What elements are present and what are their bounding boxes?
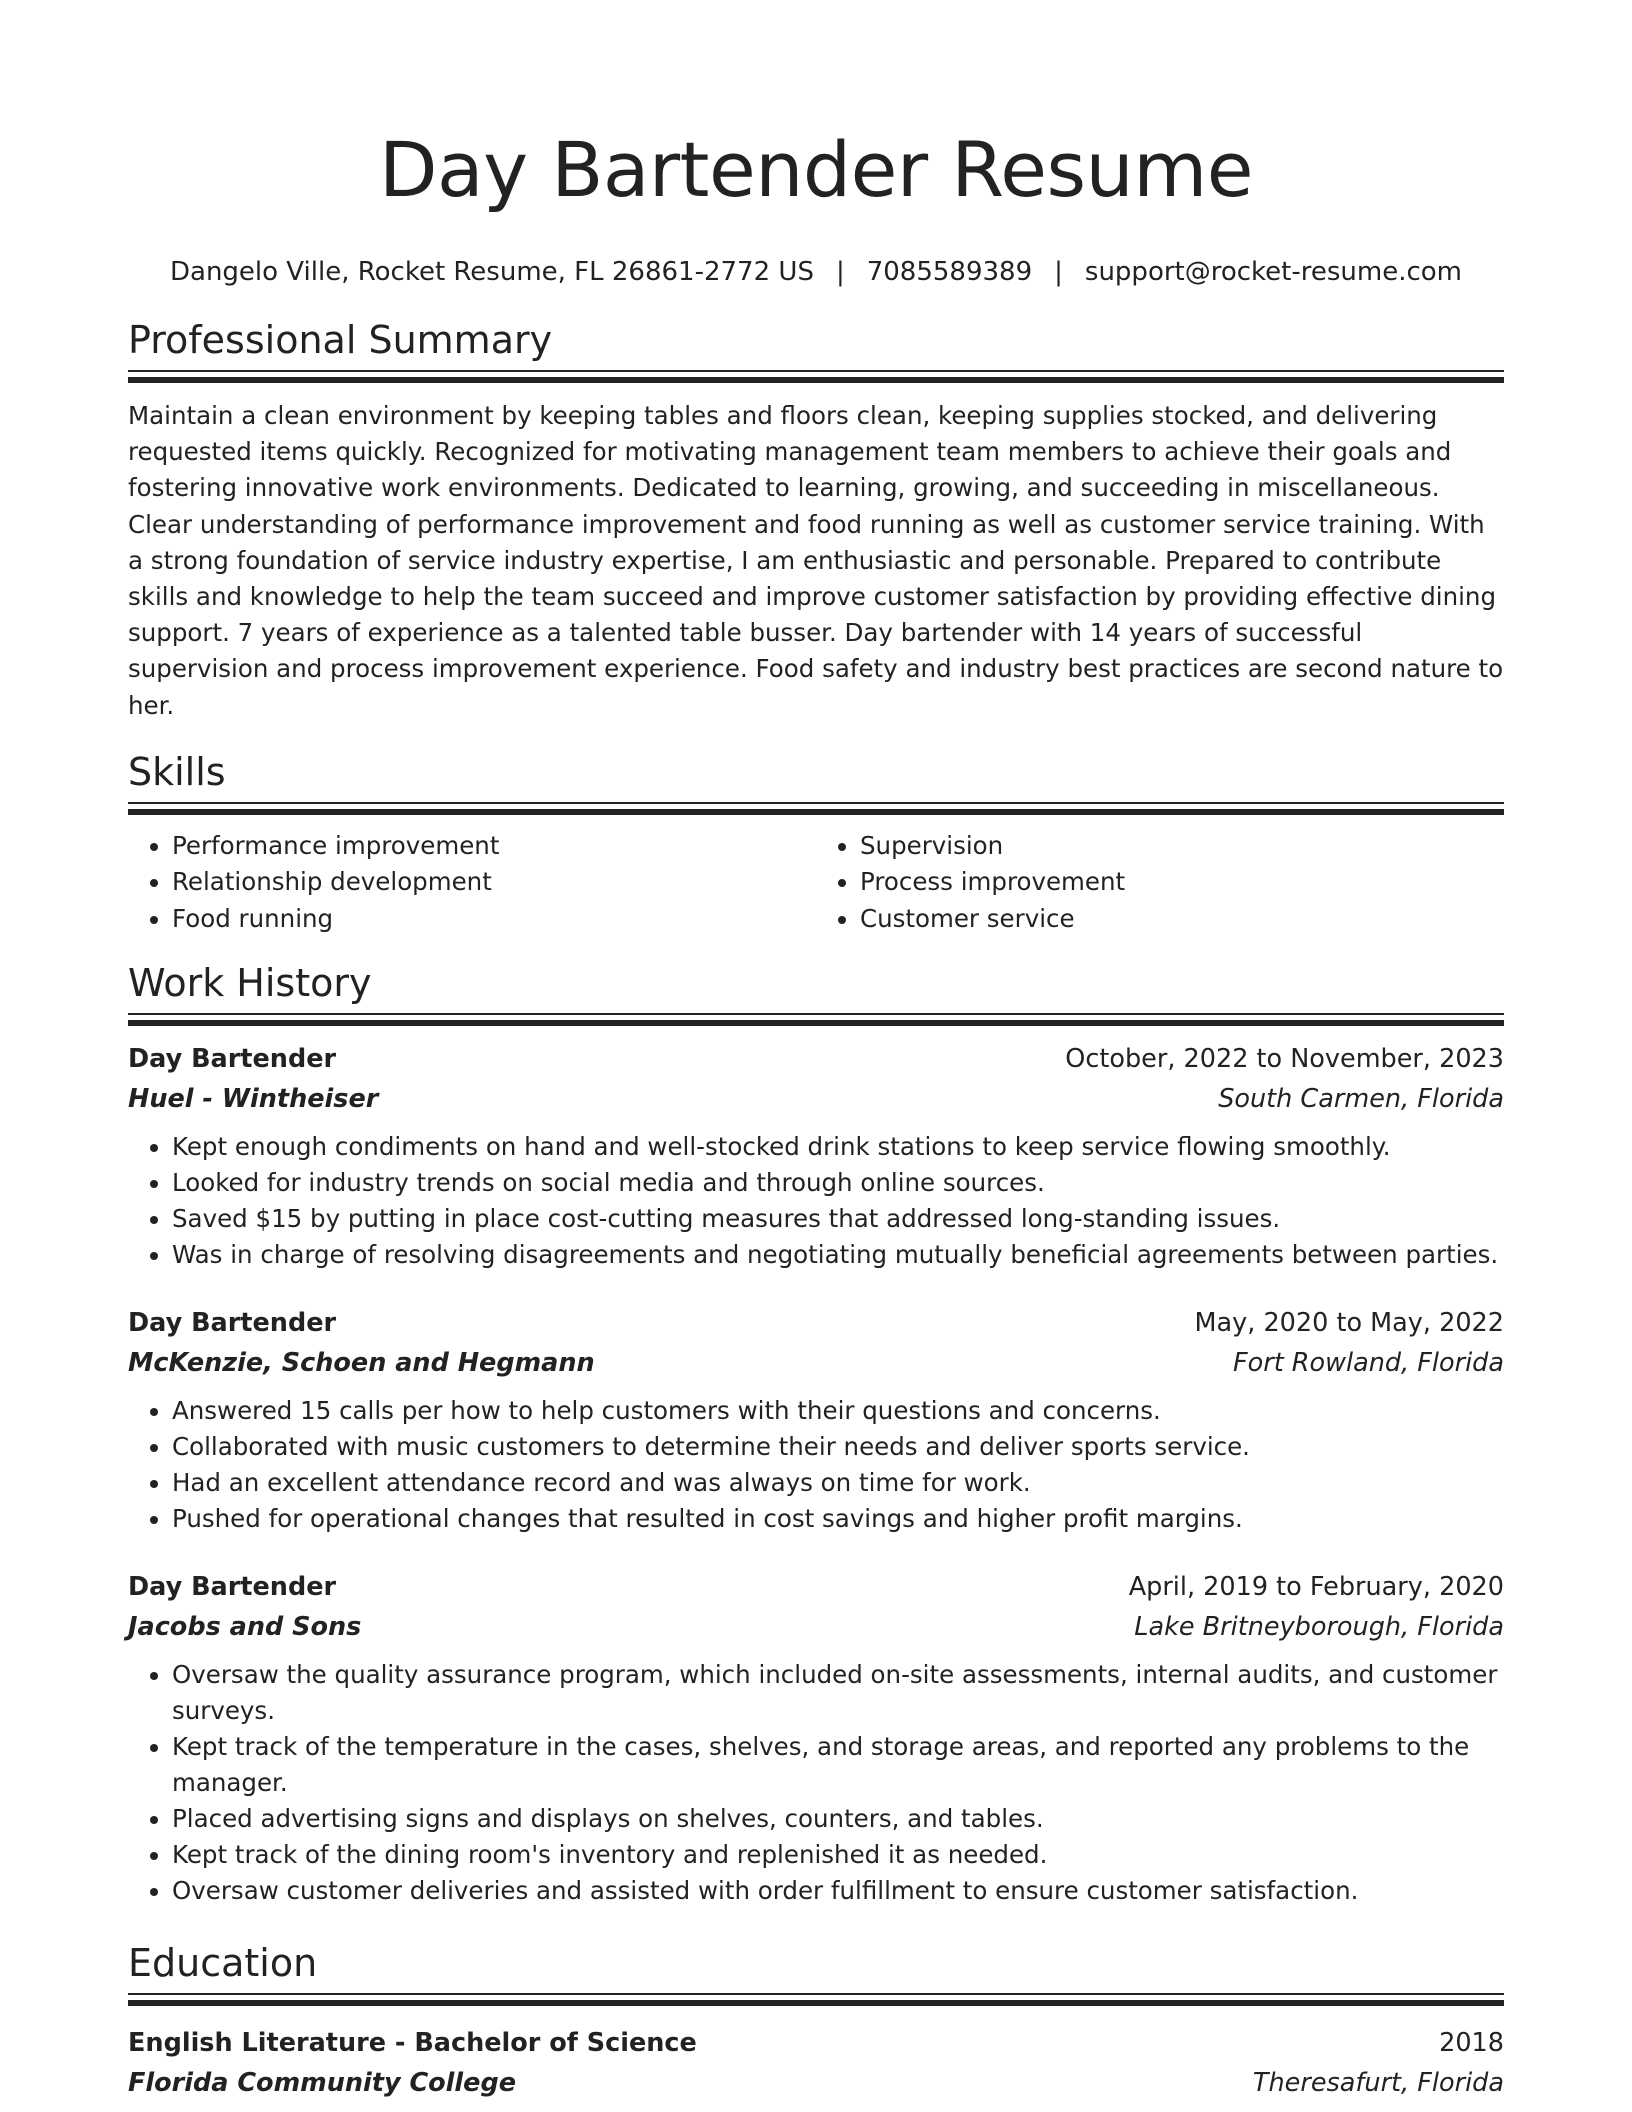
section-divider [128, 1993, 1504, 2005]
job-bullet: • Kept track of the temperature in the cases, shelves, and storage areas, and reported any problems to the manager. [172, 1729, 1504, 1801]
contact-email: support@rocket-resume.com [1084, 257, 1463, 287]
skills-column-right [816, 828, 1504, 938]
education-location: Theresafurt, Florida [1252, 2068, 1504, 2099]
contact-line [128, 254, 1504, 290]
summary-section [128, 316, 1504, 724]
job-bullet: • Looked for industry trends on social media and through online sources. [172, 1165, 1504, 1201]
section-divider [128, 1013, 1504, 1025]
contact-address: Dangelo Ville, Rocket Resume, FL 26861-2772 US [169, 257, 814, 287]
job-dates: April, 2019 to February, 2020 [1128, 1572, 1504, 1603]
job-header-row [128, 1039, 1504, 1079]
job-bullets [128, 1657, 1504, 1909]
job-bullet: • Pushed for operational changes that resulted in cost savings and higher profit margins. [172, 1501, 1504, 1537]
job-bullets [128, 1393, 1504, 1537]
section-heading-education: Education [128, 1941, 318, 1986]
skill-item: • Food running [172, 901, 816, 938]
education-school: Florida Community College [128, 2068, 517, 2099]
job-bullet: • Saved $15 by putting in place cost-cutting measures that addressed long-standing issues. [172, 1201, 1504, 1237]
job-bullet: • Oversaw the quality assurance program, which included on-site assessments, internal audits, and customer surveys. [172, 1657, 1504, 1729]
job-bullet: • Was in charge of resolving disagreements and negotiating mutually beneficial agreements between parties. [172, 1237, 1504, 1273]
skill-item: • Relationship development [172, 864, 816, 901]
section-divider [128, 370, 1504, 382]
contact-separator: | [1054, 257, 1063, 287]
skills-section [128, 748, 1504, 938]
skill-item: • Process improvement [860, 864, 1504, 901]
job-company: Huel - Wintheiser [128, 1084, 379, 1115]
job-title: Day Bartender [128, 1044, 337, 1075]
skill-item: • Customer service [860, 901, 1504, 938]
job-company: Jacobs and Sons [128, 1612, 362, 1643]
job-location: Fort Rowland, Florida [1232, 1348, 1504, 1379]
contact-separator: | [835, 257, 845, 287]
education-degree: English Literature - Bachelor of Science [128, 2028, 697, 2059]
job-bullet: • Placed advertising signs and displays on shelves, counters, and tables. [172, 1801, 1504, 1837]
education-year: 2018 [1439, 2028, 1504, 2059]
job-dates: May, 2020 to May, 2022 [1194, 1308, 1504, 1339]
job-bullets [128, 1129, 1504, 1273]
job-company-row [128, 1607, 1504, 1647]
job-header-row [128, 1567, 1504, 1607]
job-bullet: • Kept track of the dining room's inventory and replenished it as needed. [172, 1837, 1504, 1873]
education-degree-row [128, 2023, 1504, 2063]
job-bullet: • Collaborated with music customers to determine their needs and deliver sports service. [172, 1429, 1504, 1465]
section-heading-summary: Professional Summary [128, 318, 553, 362]
job-bullet: • Had an excellent attendance record and was always on time for work. [172, 1465, 1504, 1501]
job-header-row [128, 1303, 1504, 1343]
education-school-row [128, 2063, 1504, 2103]
job-entry [128, 1039, 1504, 1273]
job-company-row [128, 1343, 1504, 1383]
education-section [128, 1939, 1504, 2103]
job-dates: October, 2022 to November, 2023 [1065, 1044, 1504, 1075]
job-bullet: • Kept enough condiments on hand and well-stocked drink stations to keep service flowing smoothly. [172, 1129, 1504, 1165]
job-entry [128, 1303, 1504, 1537]
job-company: McKenzie, Schoen and Hegmann [128, 1348, 595, 1379]
work-history-section [128, 959, 1504, 1909]
job-entry [128, 1567, 1504, 1909]
page-title: Day Bartender Resume [378, 125, 1254, 214]
section-heading-skills: Skills [128, 749, 226, 794]
skills-grid [128, 828, 1504, 938]
section-divider [128, 802, 1504, 814]
job-bullet: • Oversaw customer deliveries and assisted with order fulfillment to ensure customer satisfaction. [172, 1873, 1504, 1909]
skill-item: • Supervision [860, 828, 1504, 865]
contact-phone: 7085589389 [866, 257, 1033, 287]
job-bullet: • Answered 15 calls per how to help customers with their questions and concerns. [172, 1393, 1504, 1429]
job-title: Day Bartender [128, 1572, 337, 1603]
skill-item: • Performance improvement [172, 828, 816, 865]
section-heading-work: Work History [128, 961, 372, 1006]
job-location: Lake Britneyborough, Florida [1134, 1612, 1504, 1643]
job-location: South Carmen, Florida [1218, 1084, 1504, 1115]
job-company-row [128, 1079, 1504, 1119]
education-entry [128, 2023, 1504, 2103]
job-title: Day Bartender [128, 1308, 337, 1339]
summary-text: Maintain a clean environment by keeping tables and floors clean, keeping supplies stocked, and delivering requested items quickly. Recognized for motivating management team members to achieve their goals and fostering innovative work environments. Dedicated to learning, growing, and succeeding in miscellaneous. Clear understanding of performance improvement and food running as well as customer service training. With a strong foundation of service industry expertise, I am enthusiastic and personable. Prepared to contribute skills and knowledge to help the team succeed and improve customer satisfaction by providing effective dining support. 7 years of experience as a talented table busser. Day bartender with 14 years of successful supervision and process improvement experience. Food safety and industry best practices are second nature to her. [128, 401, 1504, 720]
skills-column-left [128, 828, 816, 938]
